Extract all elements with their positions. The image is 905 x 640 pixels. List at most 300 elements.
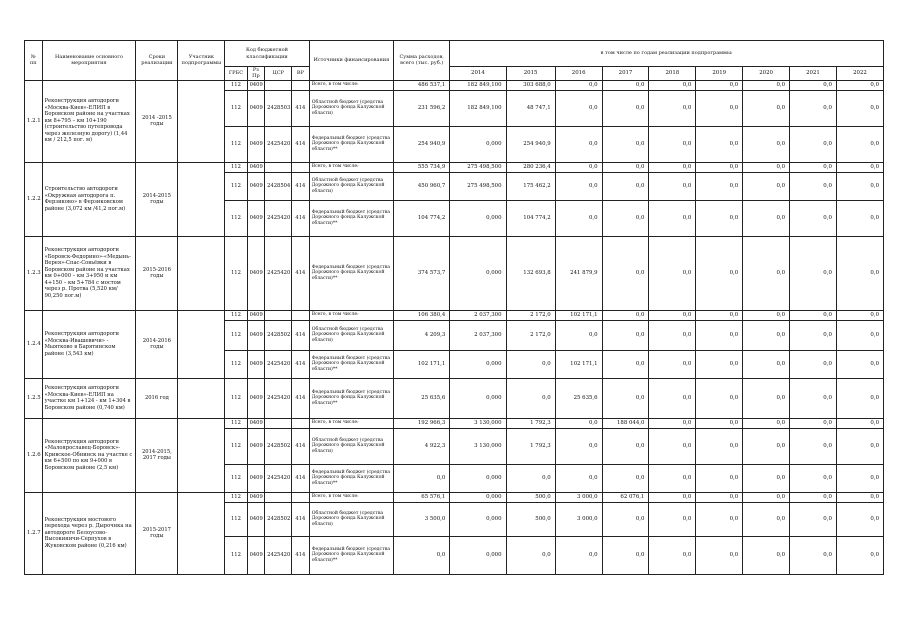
measure-term: 2015-2017 годы bbox=[136, 492, 178, 574]
year-value: 0,0 bbox=[836, 320, 883, 350]
measure-term: 2014-2016 годы bbox=[136, 310, 178, 378]
total-sum: 450 960,7 bbox=[394, 172, 450, 200]
csr-cell: 2425420 bbox=[265, 236, 292, 310]
csr-cell: 2425420 bbox=[265, 350, 292, 378]
rzpr-cell: 0409 bbox=[247, 428, 265, 464]
measure-term: 2014 -2015 годы bbox=[136, 80, 178, 162]
year-value: 62 076,1 bbox=[602, 492, 649, 502]
year-value: 0,0 bbox=[696, 464, 743, 492]
year-value: 0,0 bbox=[696, 90, 743, 126]
vr-cell: 414 bbox=[292, 536, 310, 574]
measure-participant bbox=[178, 378, 225, 418]
year-value: 0,0 bbox=[696, 502, 743, 536]
year-value: 0,0 bbox=[555, 162, 602, 172]
vr-cell bbox=[292, 310, 310, 320]
total-sum: 25 635,6 bbox=[394, 378, 450, 418]
year-value: 2 172,0 bbox=[506, 310, 555, 320]
year-value: 0,0 bbox=[555, 464, 602, 492]
year-value: 280 236,4 bbox=[506, 162, 555, 172]
header-year: 2015 bbox=[506, 67, 555, 81]
year-value: 0,0 bbox=[696, 320, 743, 350]
vr-cell: 414 bbox=[292, 200, 310, 236]
year-value: 0,0 bbox=[790, 428, 837, 464]
year-value: 0,0 bbox=[743, 80, 790, 90]
year-value: 0,0 bbox=[790, 378, 837, 418]
funding-source: Федеральный бюджет (средства Дорожного фонда Калужской области)** bbox=[309, 236, 393, 310]
funding-source: Федеральный бюджет (средства Дорожного фонда Калужской области)** bbox=[309, 464, 393, 492]
year-value: 102 171,1 bbox=[555, 350, 602, 378]
funding-source: Областной бюджет (средства Дорожного фонда Калужской области) bbox=[309, 320, 393, 350]
year-value: 0,0 bbox=[743, 320, 790, 350]
total-sum: 192 966,3 bbox=[394, 418, 450, 428]
header-grbs: ГРБС bbox=[225, 67, 247, 81]
table-row bbox=[25, 418, 884, 428]
grbs-cell: 112 bbox=[225, 90, 247, 126]
year-value: 48 747,1 bbox=[506, 90, 555, 126]
year-value: 0,0 bbox=[649, 418, 696, 428]
year-value: 25 635,6 bbox=[555, 378, 602, 418]
year-value: 0,0 bbox=[743, 162, 790, 172]
total-sum: 486 537,1 bbox=[394, 80, 450, 90]
year-value: 0,0 bbox=[602, 236, 649, 310]
rzpr-cell: 0409 bbox=[247, 310, 265, 320]
year-value: 0,0 bbox=[790, 200, 837, 236]
year-value: 0,0 bbox=[836, 126, 883, 162]
row-number: 1.2.5 bbox=[25, 378, 43, 418]
year-value: 0,0 bbox=[836, 492, 883, 502]
year-value: 132 693,8 bbox=[506, 236, 555, 310]
total-sum: 102 171,1 bbox=[394, 350, 450, 378]
year-value: 3 000,0 bbox=[555, 492, 602, 502]
total-sum: 104 774,2 bbox=[394, 200, 450, 236]
year-value: 0,0 bbox=[696, 350, 743, 378]
table-body bbox=[25, 80, 884, 574]
year-value: 0,0 bbox=[743, 492, 790, 502]
year-value: 0,0 bbox=[743, 310, 790, 320]
year-value: 0,0 bbox=[602, 536, 649, 574]
year-value: 0,0 bbox=[743, 536, 790, 574]
year-value: 0,0 bbox=[649, 320, 696, 350]
measure-name: Реконструкция автодороги «Москва-Киев»-ЕЛИП на участке км 1+124 - км 1+304 в Боровском районе (0,740 км) bbox=[42, 378, 136, 418]
grbs-cell: 112 bbox=[225, 320, 247, 350]
year-value: 0,0 bbox=[836, 418, 883, 428]
rzpr-cell: 0409 bbox=[247, 200, 265, 236]
csr-cell: 2425420 bbox=[265, 378, 292, 418]
year-value: 0,0 bbox=[649, 378, 696, 418]
year-value: 102 171,1 bbox=[555, 310, 602, 320]
grbs-cell: 112 bbox=[225, 502, 247, 536]
year-value: 500,0 bbox=[506, 502, 555, 536]
year-value: 0,0 bbox=[836, 200, 883, 236]
year-value: 0,0 bbox=[602, 126, 649, 162]
total-sum: 555 734,9 bbox=[394, 162, 450, 172]
year-value: 0,0 bbox=[696, 418, 743, 428]
measure-participant bbox=[178, 492, 225, 574]
year-value: 0,0 bbox=[506, 350, 555, 378]
row-number: 1.2.4 bbox=[25, 310, 43, 378]
year-value: 0,0 bbox=[602, 310, 649, 320]
total-sum: 374 573,7 bbox=[394, 236, 450, 310]
year-value: 0,0 bbox=[555, 320, 602, 350]
csr-cell bbox=[265, 492, 292, 502]
year-value: 0,0 bbox=[602, 162, 649, 172]
year-value: 0,0 bbox=[649, 200, 696, 236]
measure-name: Реконструкция автодороги «Москва-Киев»-ЕЛИП в Боровском районе на участках км 8+795 – км 10+190 (строительство путепровода через железную дорогу) (1,44 км / 212,5 пог. м) bbox=[42, 80, 136, 162]
measure-term: 2014-2015, 2017 годы bbox=[136, 418, 178, 492]
year-value: 0,0 bbox=[649, 80, 696, 90]
year-value: 0,0 bbox=[836, 236, 883, 310]
year-value: 0,0 bbox=[743, 90, 790, 126]
funding-source: Федеральный бюджет (средства Дорожного фонда Калужской области)** bbox=[309, 200, 393, 236]
year-value: 0,0 bbox=[602, 502, 649, 536]
year-value: 0,0 bbox=[790, 80, 837, 90]
year-value: 0,0 bbox=[649, 90, 696, 126]
budget-table bbox=[24, 40, 884, 575]
year-value: 0,0 bbox=[602, 200, 649, 236]
measure-participant bbox=[178, 236, 225, 310]
vr-cell: 414 bbox=[292, 378, 310, 418]
year-value: 275 498,500 bbox=[450, 172, 506, 200]
rzpr-cell: 0409 bbox=[247, 492, 265, 502]
row-number: 1.2.3 bbox=[25, 236, 43, 310]
year-value: 3 130,000 bbox=[450, 418, 506, 428]
header-budget-code: Код бюджетной классификации bbox=[225, 41, 309, 67]
year-value: 0,000 bbox=[450, 236, 506, 310]
year-value: 0,0 bbox=[836, 378, 883, 418]
year-value: 0,0 bbox=[506, 536, 555, 574]
rzpr-cell: 0409 bbox=[247, 536, 265, 574]
funding-source: Федеральный бюджет (средства Дорожного фонда Калужской области)** bbox=[309, 350, 393, 378]
year-value: 0,0 bbox=[649, 464, 696, 492]
year-value: 0,0 bbox=[696, 172, 743, 200]
row-number: 1.2.7 bbox=[25, 492, 43, 574]
funding-source: Областной бюджет (средства Дорожного фонда Калужской области) bbox=[309, 90, 393, 126]
year-value: 2 037,300 bbox=[450, 310, 506, 320]
vr-cell: 414 bbox=[292, 350, 310, 378]
year-value: 0,0 bbox=[506, 464, 555, 492]
year-value: 3 130,000 bbox=[450, 428, 506, 464]
year-value: 0,0 bbox=[602, 350, 649, 378]
rzpr-cell: 0409 bbox=[247, 172, 265, 200]
funding-source: Всего, в том числе: bbox=[309, 80, 393, 90]
year-value: 0,0 bbox=[555, 200, 602, 236]
rzpr-cell: 0409 bbox=[247, 464, 265, 492]
year-value: 0,0 bbox=[696, 236, 743, 310]
measure-participant bbox=[178, 80, 225, 162]
header-year: 2021 bbox=[790, 67, 837, 81]
year-value: 0,0 bbox=[836, 464, 883, 492]
year-value: 500,0 bbox=[506, 492, 555, 502]
total-sum: 231 596,2 bbox=[394, 90, 450, 126]
year-value: 0,0 bbox=[790, 502, 837, 536]
year-value: 0,0 bbox=[836, 310, 883, 320]
year-value: 0,0 bbox=[602, 320, 649, 350]
year-value: 0,000 bbox=[450, 492, 506, 502]
header-year: 2022 bbox=[836, 67, 883, 81]
csr-cell: 2428503 bbox=[265, 90, 292, 126]
year-value: 0,0 bbox=[743, 126, 790, 162]
year-value: 0,0 bbox=[555, 126, 602, 162]
year-value: 0,0 bbox=[602, 90, 649, 126]
year-value: 0,0 bbox=[790, 90, 837, 126]
year-value: 188 044,0 bbox=[602, 418, 649, 428]
year-value: 0,0 bbox=[602, 172, 649, 200]
rzpr-cell: 0409 bbox=[247, 126, 265, 162]
year-value: 0,0 bbox=[555, 80, 602, 90]
year-value: 0,0 bbox=[602, 464, 649, 492]
header-sum: Сумма расходов, всего (тыс. руб.) bbox=[394, 41, 450, 81]
year-value: 0,0 bbox=[743, 350, 790, 378]
rzpr-cell: 0409 bbox=[247, 80, 265, 90]
funding-source: Федеральный бюджет (средства Дорожного фонда Калужской области)** bbox=[309, 378, 393, 418]
header-year: 2019 bbox=[696, 67, 743, 81]
funding-source: Областной бюджет (средства Дорожного фонда Калужской области) bbox=[309, 502, 393, 536]
year-value: 0,0 bbox=[790, 492, 837, 502]
year-value: 0,0 bbox=[790, 464, 837, 492]
grbs-cell: 112 bbox=[225, 80, 247, 90]
total-sum: 0,0 bbox=[394, 464, 450, 492]
header-year: 2016 bbox=[555, 67, 602, 81]
rzpr-cell: 0409 bbox=[247, 90, 265, 126]
rzpr-cell: 0409 bbox=[247, 418, 265, 428]
header-term: Сроки реализации bbox=[136, 41, 178, 81]
year-value: 0,0 bbox=[602, 378, 649, 418]
vr-cell bbox=[292, 492, 310, 502]
row-number: 1.2.1 bbox=[25, 80, 43, 162]
year-value: 182 849,100 bbox=[450, 90, 506, 126]
year-value: 0,0 bbox=[555, 428, 602, 464]
csr-cell: 2425420 bbox=[265, 536, 292, 574]
year-value: 241 879,9 bbox=[555, 236, 602, 310]
grbs-cell: 112 bbox=[225, 310, 247, 320]
measure-name: Строительство автодороги «Окружная автодорога п. Ферзиково» в Ферзиковском районе (3,072 км /41,2 пог.м) bbox=[42, 162, 136, 236]
measure-name: Реконструкция автодороги «Боровск-Федорино»-«Медынь-Верея»-Спас-Совьёвки в Боровском районе на участках км 0+000 – км 3+950 и км 4+150 – км 5+784 с мостом через р. Протва (5,520 км/ 90,250 пог.м) bbox=[42, 236, 136, 310]
year-value: 0,0 bbox=[696, 126, 743, 162]
year-value: 0,000 bbox=[450, 350, 506, 378]
funding-source: Всего, в том числе: bbox=[309, 492, 393, 502]
year-value: 0,0 bbox=[790, 172, 837, 200]
year-value: 0,0 bbox=[649, 502, 696, 536]
year-value: 0,0 bbox=[696, 162, 743, 172]
measure-term: 2015-2016 годы bbox=[136, 236, 178, 310]
year-value: 0,0 bbox=[696, 536, 743, 574]
csr-cell: 2428504 bbox=[265, 172, 292, 200]
total-sum: 254 940,9 bbox=[394, 126, 450, 162]
header-year: 2020 bbox=[743, 67, 790, 81]
year-value: 0,0 bbox=[649, 172, 696, 200]
header-name: Наименование основного мероприятия bbox=[42, 41, 136, 81]
header-year: 2018 bbox=[649, 67, 696, 81]
csr-cell: 2425420 bbox=[265, 126, 292, 162]
year-value: 0,0 bbox=[649, 536, 696, 574]
funding-source: Всего, в том числе: bbox=[309, 162, 393, 172]
measure-participant bbox=[178, 310, 225, 378]
rzpr-cell: 0409 bbox=[247, 502, 265, 536]
header-vr: ВР bbox=[292, 67, 310, 81]
year-value: 0,0 bbox=[836, 428, 883, 464]
total-sum: 0,0 bbox=[394, 536, 450, 574]
header-year: 2017 bbox=[602, 67, 649, 81]
year-value: 175 462,2 bbox=[506, 172, 555, 200]
csr-cell bbox=[265, 80, 292, 90]
year-value: 0,0 bbox=[836, 502, 883, 536]
total-sum: 65 576,1 bbox=[394, 492, 450, 502]
year-value: 0,0 bbox=[696, 492, 743, 502]
year-value: 0,000 bbox=[450, 464, 506, 492]
vr-cell: 414 bbox=[292, 90, 310, 126]
year-value: 0,0 bbox=[506, 378, 555, 418]
grbs-cell: 112 bbox=[225, 200, 247, 236]
vr-cell: 414 bbox=[292, 428, 310, 464]
year-value: 0,0 bbox=[555, 418, 602, 428]
vr-cell: 414 bbox=[292, 320, 310, 350]
year-value: 0,000 bbox=[450, 126, 506, 162]
rzpr-cell: 0409 bbox=[247, 236, 265, 310]
year-value: 0,0 bbox=[743, 378, 790, 418]
year-value: 0,0 bbox=[743, 172, 790, 200]
year-value: 0,0 bbox=[743, 236, 790, 310]
year-value: 0,0 bbox=[836, 172, 883, 200]
year-value: 0,0 bbox=[649, 492, 696, 502]
year-value: 0,0 bbox=[836, 90, 883, 126]
year-value: 0,0 bbox=[696, 80, 743, 90]
measure-term: 2016 год bbox=[136, 378, 178, 418]
year-value: 0,0 bbox=[790, 310, 837, 320]
header-rzpr: Рз Пр bbox=[247, 67, 265, 81]
header-year: 2014 bbox=[450, 67, 506, 81]
year-value: 0,0 bbox=[743, 464, 790, 492]
year-value: 2 037,300 bbox=[450, 320, 506, 350]
year-value: 0,0 bbox=[649, 310, 696, 320]
funding-source: Всего, в том числе: bbox=[309, 310, 393, 320]
vr-cell bbox=[292, 418, 310, 428]
year-value: 0,0 bbox=[836, 350, 883, 378]
table-row bbox=[25, 162, 884, 172]
year-value: 0,0 bbox=[790, 320, 837, 350]
rzpr-cell: 0409 bbox=[247, 350, 265, 378]
grbs-cell: 112 bbox=[225, 172, 247, 200]
year-value: 0,000 bbox=[450, 200, 506, 236]
total-sum: 4 922,3 bbox=[394, 428, 450, 464]
row-number: 1.2.6 bbox=[25, 418, 43, 492]
year-value: 0,000 bbox=[450, 536, 506, 574]
header-no: № пп bbox=[25, 41, 43, 81]
total-sum: 106 380,4 bbox=[394, 310, 450, 320]
measure-name: Реконструкция мостового перехода через р. Дырочнка на автодороге Белоусово-Высокиничи-Серпухов в Жуковском районе (0,216 км) bbox=[42, 492, 136, 574]
funding-source: Федеральный бюджет (средства Дорожного фонда Калужской области)** bbox=[309, 126, 393, 162]
table-row bbox=[25, 236, 884, 310]
header-csr: ЦСР bbox=[265, 67, 292, 81]
grbs-cell: 112 bbox=[225, 236, 247, 310]
grbs-cell: 112 bbox=[225, 418, 247, 428]
vr-cell: 414 bbox=[292, 502, 310, 536]
vr-cell bbox=[292, 80, 310, 90]
year-value: 0,0 bbox=[743, 428, 790, 464]
year-value: 303 688,0 bbox=[506, 80, 555, 90]
csr-cell: 2425420 bbox=[265, 464, 292, 492]
year-value: 0,0 bbox=[602, 428, 649, 464]
year-value: 0,0 bbox=[696, 310, 743, 320]
year-value: 254 940,9 bbox=[506, 126, 555, 162]
funding-source: Областной бюджет (средства Дорожного фонда Калужской области) bbox=[309, 172, 393, 200]
year-value: 0,000 bbox=[450, 502, 506, 536]
vr-cell: 414 bbox=[292, 172, 310, 200]
rzpr-cell: 0409 bbox=[247, 162, 265, 172]
row-number: 1.2.2 bbox=[25, 162, 43, 236]
measure-term: 2014-2015 годы bbox=[136, 162, 178, 236]
table-row bbox=[25, 492, 884, 502]
grbs-cell: 112 bbox=[225, 126, 247, 162]
csr-cell: 2428502 bbox=[265, 502, 292, 536]
year-value: 0,0 bbox=[696, 378, 743, 418]
year-value: 1 792,3 bbox=[506, 418, 555, 428]
year-value: 0,0 bbox=[555, 536, 602, 574]
header-participant: Участник подпрограммы bbox=[178, 41, 225, 81]
csr-cell: 2425420 bbox=[265, 200, 292, 236]
year-value: 0,0 bbox=[649, 350, 696, 378]
grbs-cell: 112 bbox=[225, 428, 247, 464]
funding-source: Федеральный бюджет (средства Дорожного фонда Калужской области)** bbox=[309, 536, 393, 574]
year-value: 0,000 bbox=[450, 378, 506, 418]
table-row bbox=[25, 310, 884, 320]
year-value: 0,0 bbox=[649, 126, 696, 162]
year-value: 0,0 bbox=[649, 162, 696, 172]
csr-cell bbox=[265, 310, 292, 320]
grbs-cell: 112 bbox=[225, 378, 247, 418]
grbs-cell: 112 bbox=[225, 536, 247, 574]
csr-cell bbox=[265, 162, 292, 172]
year-value: 0,0 bbox=[790, 350, 837, 378]
vr-cell: 414 bbox=[292, 236, 310, 310]
vr-cell bbox=[292, 162, 310, 172]
measure-participant bbox=[178, 162, 225, 236]
funding-source: Областной бюджет (средства Дорожного фонда Калужской области) bbox=[309, 428, 393, 464]
year-value: 0,0 bbox=[790, 126, 837, 162]
table-row bbox=[25, 378, 884, 418]
year-value: 0,0 bbox=[555, 172, 602, 200]
total-sum: 3 500,0 bbox=[394, 502, 450, 536]
grbs-cell: 112 bbox=[225, 492, 247, 502]
year-value: 182 849,100 bbox=[450, 80, 506, 90]
year-value: 0,0 bbox=[743, 200, 790, 236]
year-value: 0,0 bbox=[790, 236, 837, 310]
rzpr-cell: 0409 bbox=[247, 378, 265, 418]
year-value: 3 000,0 bbox=[555, 502, 602, 536]
total-sum: 4 209,3 bbox=[394, 320, 450, 350]
header-by-years: в том числе по годам реализации подпрограммы: bbox=[450, 41, 884, 67]
year-value: 0,0 bbox=[696, 428, 743, 464]
year-value: 0,0 bbox=[790, 162, 837, 172]
year-value: 0,0 bbox=[790, 536, 837, 574]
csr-cell: 2428502 bbox=[265, 428, 292, 464]
year-value: 1 792,3 bbox=[506, 428, 555, 464]
rzpr-cell: 0409 bbox=[247, 320, 265, 350]
measure-name: Реконструкция автодороги «Москва-Ивашевичи» - Мыятково в Барятинском районе (3,543 км) bbox=[42, 310, 136, 378]
measure-participant bbox=[178, 418, 225, 492]
year-value: 104 774,2 bbox=[506, 200, 555, 236]
year-value: 0,0 bbox=[696, 200, 743, 236]
year-value: 0,0 bbox=[555, 90, 602, 126]
year-value: 0,0 bbox=[836, 162, 883, 172]
year-value: 0,0 bbox=[649, 236, 696, 310]
year-value: 0,0 bbox=[743, 502, 790, 536]
year-value: 275 498,500 bbox=[450, 162, 506, 172]
vr-cell: 414 bbox=[292, 126, 310, 162]
year-value: 0,0 bbox=[836, 80, 883, 90]
measure-name: Реконструкция автодороги «Малоярославец-Боровск»-Кривское-Обнинск на участке с км 6+500 по км 9+000 в Боровском районе (2,5 км) bbox=[42, 418, 136, 492]
vr-cell: 414 bbox=[292, 464, 310, 492]
funding-source: Всего, в том числе: bbox=[309, 418, 393, 428]
